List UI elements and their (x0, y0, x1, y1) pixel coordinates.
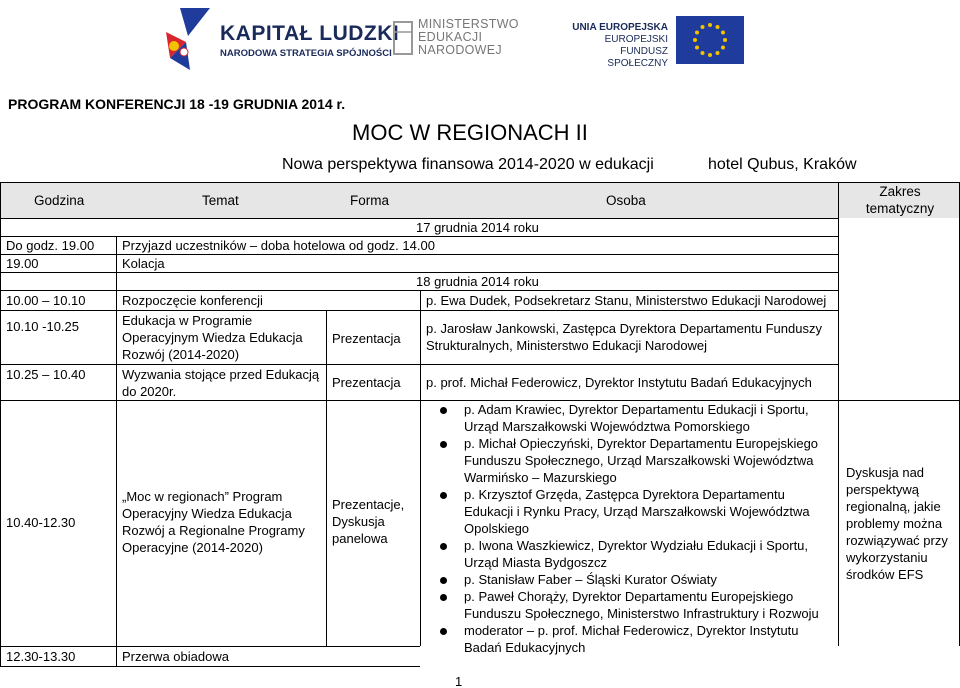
kapital-ludzki-title: KAPITAŁ LUDZKI (220, 22, 400, 45)
column-header-topic: Temat (202, 193, 239, 208)
row-topic: „Moc w regionach” Program Operacyjny Wiedza Edukacja Rozwój a Regionalne Programy Operacyjne (2014-2020) (122, 489, 305, 555)
eu-flag-icon (676, 16, 744, 64)
row-time: 10.25 – 10.40 (6, 367, 86, 382)
panelist: p. Stanisław Faber – Śląski Kurator Oświaty (464, 572, 717, 587)
bullet-icon (440, 407, 447, 414)
row-topic: Kolacja (122, 256, 165, 271)
bullet-icon (440, 492, 447, 499)
ue-logo-text (566, 22, 668, 70)
conference-title: MOC W REGIONACH II (352, 120, 588, 145)
program-heading: PROGRAM KONFERENCJI 18 -19 GRUDNIA 2014 r. (8, 96, 346, 112)
row-scope: Dyskusja nad perspektywą regionalną, jakie problemy można rozwiązywać przy wykorzystaniu środków EFS (846, 465, 948, 582)
column-header-form: Forma (350, 193, 390, 208)
panelist: p. Adam Krawiec, Dyrektor Departamentu Edukacji i Sportu, Urząd Marszałkowski Województwa Pomorskiego (464, 402, 809, 434)
row-time: 12.30-13.30 (6, 649, 76, 664)
bullet-icon (440, 577, 447, 584)
panelists-list (464, 401, 836, 656)
row-topic: Wyzwania stojące przed Edukacją do 2020r. (122, 367, 320, 399)
kapital-ludzki-logo-icon (160, 6, 214, 72)
bullet-icon (440, 594, 447, 601)
panelist: moderator – p. prof. Michał Federowicz, Dyrektor Instytutu Badań Edukacyjnych (464, 623, 799, 655)
column-header-person: Osoba (606, 193, 646, 208)
list-item (464, 537, 836, 571)
row-person: p. Ewa Dudek, Podsekretarz Stanu, Ministerstwo Edukacji Narodowej (426, 293, 827, 308)
table-line (0, 182, 960, 183)
list-item (464, 435, 836, 486)
ue-line: FUNDUSZ SPOŁECZNY (607, 46, 668, 69)
column-header-time: Godzina (34, 193, 85, 208)
row-form: Prezentacja (332, 331, 401, 346)
table-line (838, 182, 839, 646)
table-line (116, 236, 117, 666)
column-header-scope: Zakres tematyczny (865, 184, 935, 216)
table-line (0, 364, 838, 365)
ue-line: EUROPEJSKI (604, 34, 668, 45)
row-time: 10.00 – 10.10 (6, 293, 86, 308)
row-person: p. prof. Michał Federowicz, Dyrektor Instytutu Badań Edukacyjnych (426, 375, 812, 390)
row-topic: Rozpoczęcie konferencji (122, 293, 263, 308)
row-topic: Edukacja w Programie Operacyjnym Wiedza Edukacja Rozwój (2014-2020) (122, 313, 303, 362)
row-time: 10.10 -10.25 (6, 319, 80, 334)
list-item (464, 571, 836, 588)
panelist: p. Krzysztof Grzęda, Zastępca Dyrektora Departamentu Edukacji i Rynku Pracy, Urząd Marszałkowski Województwa Opolskiego (464, 487, 810, 536)
page-number: 1 (455, 674, 463, 688)
table-line (0, 646, 420, 647)
row-time: Do godz. 19.00 (6, 238, 95, 253)
panelist: p. Michał Opieczyński, Dyrektor Departamentu Europejskiego Funduszu Społecznego, Urząd Marszałkowski Województwa Warmińsko – Mazurskiego (464, 436, 819, 485)
row-form: Prezentacje, Dyskusja panelowa (332, 497, 405, 546)
row-time: 19.00 (6, 256, 39, 271)
bullet-icon (440, 543, 447, 550)
header-row-bg (0, 182, 838, 218)
bullet-icon (440, 628, 447, 635)
panelist: p. Paweł Chorąży, Dyrektor Departamentu Europejskiego Funduszu Społecznego, Ministerstwo Infrastruktury i Rozwoju (464, 589, 819, 621)
kapital-ludzki-subtitle: NARODOWA STRATEGIA SPÓJNOŚCI (220, 48, 392, 59)
panelist: p. Iwona Waszkiewicz, Dyrektor Wydziału Edukacji i Sportu, Urząd Miasta Bydgoszcz (464, 538, 809, 570)
table-line (326, 310, 327, 646)
table-line (0, 290, 838, 291)
row-form: Prezentacja (332, 375, 401, 390)
list-item (464, 486, 836, 537)
men-line: MINISTERSTWO (418, 17, 519, 31)
logo-bar (0, 0, 960, 80)
men-logo-text (418, 18, 519, 57)
men-line: EDUKACJI (418, 30, 483, 44)
conference-subtitle: Nowa perspektywa finansowa 2014-2020 w edukacji (282, 156, 654, 173)
row-person: p. Jarosław Jankowski, Zastępca Dyrektora Departamentu Funduszy Strukturalnych, Ministerstwo Edukacji Narodowej (426, 321, 822, 353)
table-line (0, 666, 420, 667)
men-emblem-icon (392, 20, 414, 56)
row-time: 10.40-12.30 (6, 515, 76, 530)
table-line (420, 290, 421, 646)
bullet-icon (440, 441, 447, 448)
table-line (0, 310, 838, 311)
day-heading: 17 grudnia 2014 roku (416, 220, 539, 235)
row-topic: Przyjazd uczestników – doba hotelowa od godz. 14.00 (122, 238, 435, 253)
list-item (464, 401, 836, 435)
table-line (0, 182, 1, 666)
day-heading: 18 grudnia 2014 roku (416, 274, 539, 289)
venue: hotel Qubus, Kraków (708, 156, 857, 173)
ue-line: UNIA EUROPEJSKA (572, 22, 668, 33)
list-item (464, 622, 836, 656)
row-topic: Przerwa obiadowa (122, 649, 229, 664)
list-item (464, 588, 836, 622)
men-line: NARODOWEJ (418, 43, 502, 57)
